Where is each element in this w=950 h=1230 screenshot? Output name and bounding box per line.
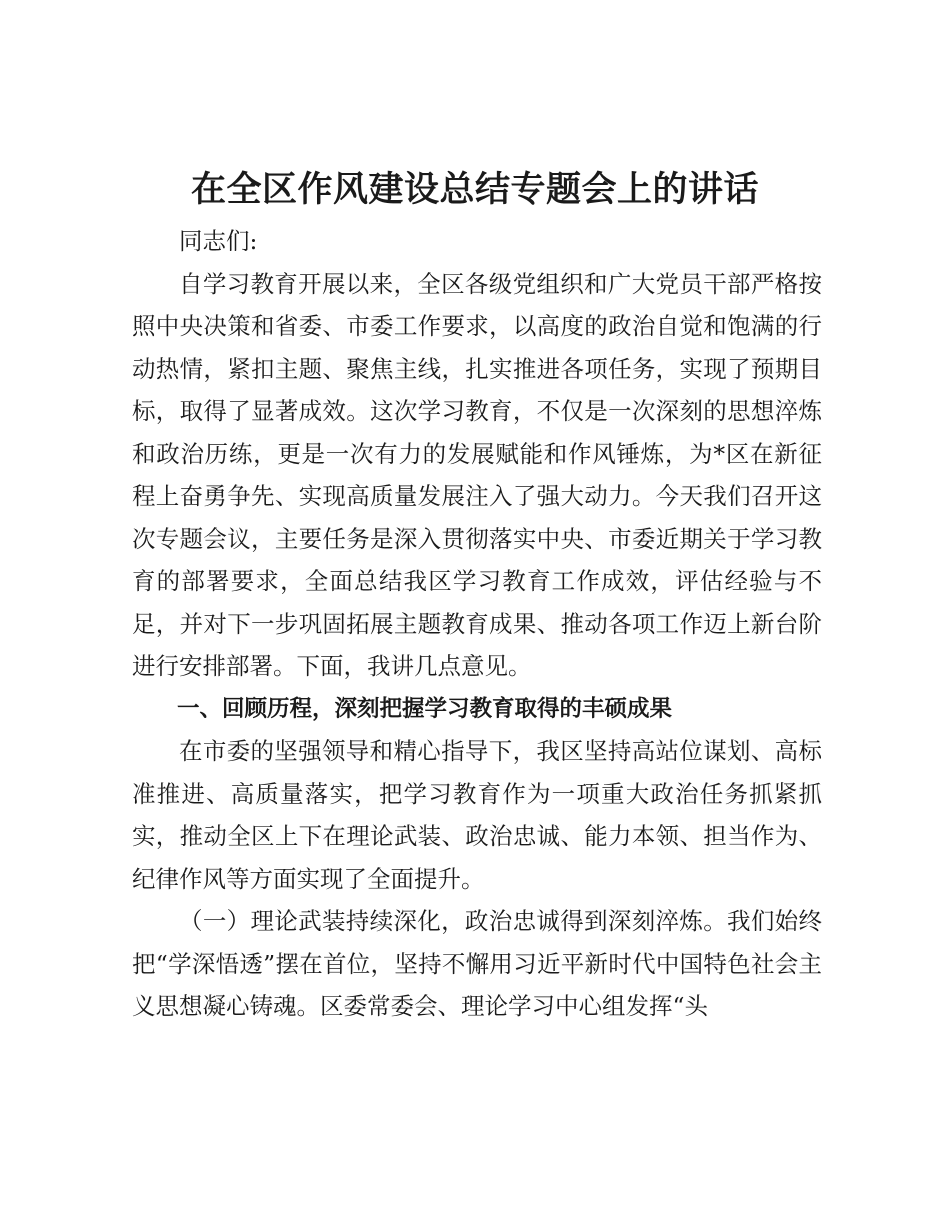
section-heading-1: 一、回顾历程，深刻把握学习教育取得的丰硕成果 — [177, 695, 673, 722]
salutation: 同志们: — [179, 227, 258, 255]
intro-paragraph: 自学习教育开展以来，全区各级党组织和广大党员干部严格按照中央决策和省委、市委工作要求，以高度的政治自觉和饱满的行动热情，紧扣主题、聚焦主线，扎实推进各项任务，实现了预期目标，取得了显著成效。这次学习教育，不仅是一次深刻的思想淬炼和政治历练，更是一次有力的发展赋能和作风锤炼，为*区在新征程上奋勇争先、实现高质量发展注入了强大动力。今天我们召开这次专题会议，主要任务是深入贯彻落实中央、市委近期关于学习教育的部署要求，全面总结我区学习教育工作成效，评估经验与不足，并对下一步巩固拓展主题教育成果、推动各项工作迈上新台阶进行安排部署。下面，我讲几点意见。 — [132, 269, 822, 680]
section-1-item-1-paragraph: （一）理论武装持续深化，政治忠诚得到深刻淬炼。我们始终把“学深悟透”摆在首位，坚持不懈用习近平新时代中国特色社会主义思想凝心铸魂。区委常委会、理论学习中心组发挥“头 — [132, 907, 822, 1020]
page-title: 在全区作风建设总结专题会上的讲话 — [190, 169, 759, 210]
document-body — [132, 204, 822, 1028]
section-1-intro-paragraph: 在市委的坚强领导和精心指导下，我区坚持高站位谋划、高标准推进、高质量落实，把学习教育作为一项重大政治任务抓紧抓实，推动全区上下在理论武装、政治忠诚、能力本领、担当作为、纪律作风等方面实现了全面提升。 — [132, 737, 822, 893]
